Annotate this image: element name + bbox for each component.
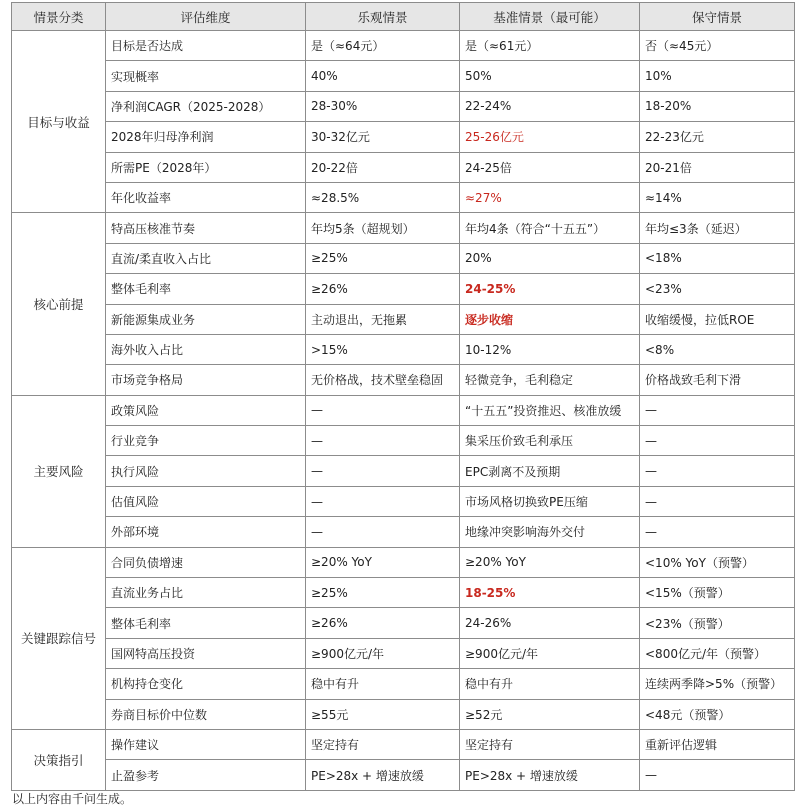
table-body xyxy=(12,31,795,791)
baseline-cell: PE>28x + 增速放缓 xyxy=(460,760,640,790)
optimistic-cell: 主动退出，无拖累 xyxy=(306,304,460,334)
baseline-cell: 集采压价致毛利承压 xyxy=(460,426,640,456)
conservative-cell: — xyxy=(640,426,795,456)
dimension-cell: 操作建议 xyxy=(106,729,306,759)
dimension-cell: 新能源集成业务 xyxy=(106,304,306,334)
dimension-cell: 特高压核准节奏 xyxy=(106,213,306,243)
header-baseline: 基准情景（最可能） xyxy=(460,3,640,31)
category-cell: 决策指引 xyxy=(12,729,106,790)
baseline-cell: 18-25% xyxy=(460,578,640,608)
category-cell: 主要风险 xyxy=(12,395,106,547)
baseline-cell: 24-25% xyxy=(460,274,640,304)
dimension-cell: 整体毛利率 xyxy=(106,608,306,638)
table-row xyxy=(12,274,795,304)
optimistic-cell: ≥20% YoY xyxy=(306,547,460,577)
table-row xyxy=(12,334,795,364)
optimistic-cell: 稳中有升 xyxy=(306,669,460,699)
category-cell: 目标与收益 xyxy=(12,31,106,213)
conservative-cell: 连续两季降>5%（预警） xyxy=(640,669,795,699)
dimension-cell: 合同负债增速 xyxy=(106,547,306,577)
table-row xyxy=(12,729,795,759)
dimension-cell: 外部环境 xyxy=(106,517,306,547)
baseline-cell: ≥20% YoY xyxy=(460,547,640,577)
baseline-cell: 地缘冲突影响海外交付 xyxy=(460,517,640,547)
table-row xyxy=(12,578,795,608)
header-dimension: 评估维度 xyxy=(106,3,306,31)
table-row xyxy=(12,547,795,577)
conservative-cell: <10% YoY（预警） xyxy=(640,547,795,577)
dimension-cell: 直流/柔直收入占比 xyxy=(106,243,306,273)
table-header-row xyxy=(12,3,795,31)
optimistic-cell: — xyxy=(306,517,460,547)
header-optimistic: 乐观情景 xyxy=(306,3,460,31)
dimension-cell: 券商目标价中位数 xyxy=(106,699,306,729)
optimistic-cell: — xyxy=(306,456,460,486)
category-cell: 核心前提 xyxy=(12,213,106,395)
category-cell: 关键跟踪信号 xyxy=(12,547,106,729)
dimension-cell: 执行风险 xyxy=(106,456,306,486)
conservative-cell: — xyxy=(640,517,795,547)
conservative-cell: <18% xyxy=(640,243,795,273)
dimension-cell: 政策风险 xyxy=(106,395,306,425)
conservative-cell: ≈14% xyxy=(640,182,795,212)
conservative-cell: <48元（预警） xyxy=(640,699,795,729)
optimistic-cell: PE>28x + 增速放缓 xyxy=(306,760,460,790)
header-conservative: 保守情景 xyxy=(640,3,795,31)
conservative-cell: 收缩缓慢，拉低ROE xyxy=(640,304,795,334)
table-row xyxy=(12,365,795,395)
dimension-cell: 直流业务占比 xyxy=(106,578,306,608)
optimistic-cell: 坚定持有 xyxy=(306,729,460,759)
baseline-cell: 是（≈61元） xyxy=(460,31,640,61)
baseline-cell: 22-24% xyxy=(460,91,640,121)
conservative-cell: <23% xyxy=(640,274,795,304)
dimension-cell: 国网特高压投资 xyxy=(106,638,306,668)
dimension-cell: 2028年归母净利润 xyxy=(106,122,306,152)
optimistic-cell: 28-30% xyxy=(306,91,460,121)
dimension-cell: 机构持仓变化 xyxy=(106,669,306,699)
table-row xyxy=(12,213,795,243)
table-row xyxy=(12,517,795,547)
table-row xyxy=(12,760,795,790)
footnote: 以上内容由千问生成。 xyxy=(12,792,133,806)
table-row xyxy=(12,426,795,456)
header-category: 情景分类 xyxy=(12,3,106,31)
optimistic-cell: ≥25% xyxy=(306,243,460,273)
baseline-cell: 轻微竞争，毛利稳定 xyxy=(460,365,640,395)
dimension-cell: 所需PE（2028年） xyxy=(106,152,306,182)
table-row xyxy=(12,699,795,729)
conservative-cell: 20-21倍 xyxy=(640,152,795,182)
optimistic-cell: >15% xyxy=(306,334,460,364)
dimension-cell: 整体毛利率 xyxy=(106,274,306,304)
conservative-cell: 重新评估逻辑 xyxy=(640,729,795,759)
baseline-cell: “十五五”投资推迟、核准放缓 xyxy=(460,395,640,425)
baseline-cell: 24-25倍 xyxy=(460,152,640,182)
conservative-cell: 18-20% xyxy=(640,91,795,121)
baseline-cell: ≈27% xyxy=(460,182,640,212)
dimension-cell: 市场竞争格局 xyxy=(106,365,306,395)
optimistic-cell: ≥55元 xyxy=(306,699,460,729)
table-row xyxy=(12,243,795,273)
optimistic-cell: 是（≈64元） xyxy=(306,31,460,61)
scenario-table xyxy=(11,2,795,791)
baseline-cell: 稳中有升 xyxy=(460,669,640,699)
optimistic-cell: — xyxy=(306,426,460,456)
conservative-cell: <15%（预警） xyxy=(640,578,795,608)
baseline-cell: 年均4条（符合“十五五”） xyxy=(460,213,640,243)
optimistic-cell: 无价格战，技术壁垒稳固 xyxy=(306,365,460,395)
conservative-cell: <800亿元/年（预警） xyxy=(640,638,795,668)
table-row xyxy=(12,456,795,486)
baseline-cell: ≥52元 xyxy=(460,699,640,729)
conservative-cell: — xyxy=(640,486,795,516)
optimistic-cell: ≥25% xyxy=(306,578,460,608)
conservative-cell: — xyxy=(640,395,795,425)
conservative-cell: — xyxy=(640,760,795,790)
conservative-cell: 年均≤3条（延迟） xyxy=(640,213,795,243)
conservative-cell: <8% xyxy=(640,334,795,364)
table-row xyxy=(12,182,795,212)
table-row xyxy=(12,486,795,516)
conservative-cell: 22-23亿元 xyxy=(640,122,795,152)
baseline-cell: 逐步收缩 xyxy=(460,304,640,334)
table-row xyxy=(12,91,795,121)
baseline-cell: 坚定持有 xyxy=(460,729,640,759)
optimistic-cell: 20-22倍 xyxy=(306,152,460,182)
table-row xyxy=(12,669,795,699)
baseline-cell: 25-26亿元 xyxy=(460,122,640,152)
dimension-cell: 海外收入占比 xyxy=(106,334,306,364)
baseline-cell: 24-26% xyxy=(460,608,640,638)
table-row xyxy=(12,61,795,91)
conservative-cell: — xyxy=(640,456,795,486)
optimistic-cell: ≥26% xyxy=(306,608,460,638)
optimistic-cell: — xyxy=(306,395,460,425)
optimistic-cell: 30-32亿元 xyxy=(306,122,460,152)
table-row xyxy=(12,152,795,182)
table-row xyxy=(12,31,795,61)
dimension-cell: 目标是否达成 xyxy=(106,31,306,61)
baseline-cell: 20% xyxy=(460,243,640,273)
dimension-cell: 净利润CAGR（2025-2028） xyxy=(106,91,306,121)
baseline-cell: ≥900亿元/年 xyxy=(460,638,640,668)
table-row xyxy=(12,304,795,334)
table-row xyxy=(12,608,795,638)
dimension-cell: 止盈参考 xyxy=(106,760,306,790)
baseline-cell: 50% xyxy=(460,61,640,91)
baseline-cell: 10-12% xyxy=(460,334,640,364)
table-row xyxy=(12,395,795,425)
table-row xyxy=(12,638,795,668)
conservative-cell: 否（≈45元） xyxy=(640,31,795,61)
baseline-cell: 市场风格切换致PE压缩 xyxy=(460,486,640,516)
dimension-cell: 估值风险 xyxy=(106,486,306,516)
optimistic-cell: 年均5条（超规划） xyxy=(306,213,460,243)
optimistic-cell: — xyxy=(306,486,460,516)
optimistic-cell: 40% xyxy=(306,61,460,91)
conservative-cell: 10% xyxy=(640,61,795,91)
baseline-cell: EPC剥离不及预期 xyxy=(460,456,640,486)
dimension-cell: 年化收益率 xyxy=(106,182,306,212)
optimistic-cell: ≥26% xyxy=(306,274,460,304)
dimension-cell: 行业竞争 xyxy=(106,426,306,456)
scenario-table-container xyxy=(11,2,795,791)
optimistic-cell: ≈28.5% xyxy=(306,182,460,212)
dimension-cell: 实现概率 xyxy=(106,61,306,91)
table-row xyxy=(12,122,795,152)
conservative-cell: <23%（预警） xyxy=(640,608,795,638)
optimistic-cell: ≥900亿元/年 xyxy=(306,638,460,668)
conservative-cell: 价格战致毛利下滑 xyxy=(640,365,795,395)
